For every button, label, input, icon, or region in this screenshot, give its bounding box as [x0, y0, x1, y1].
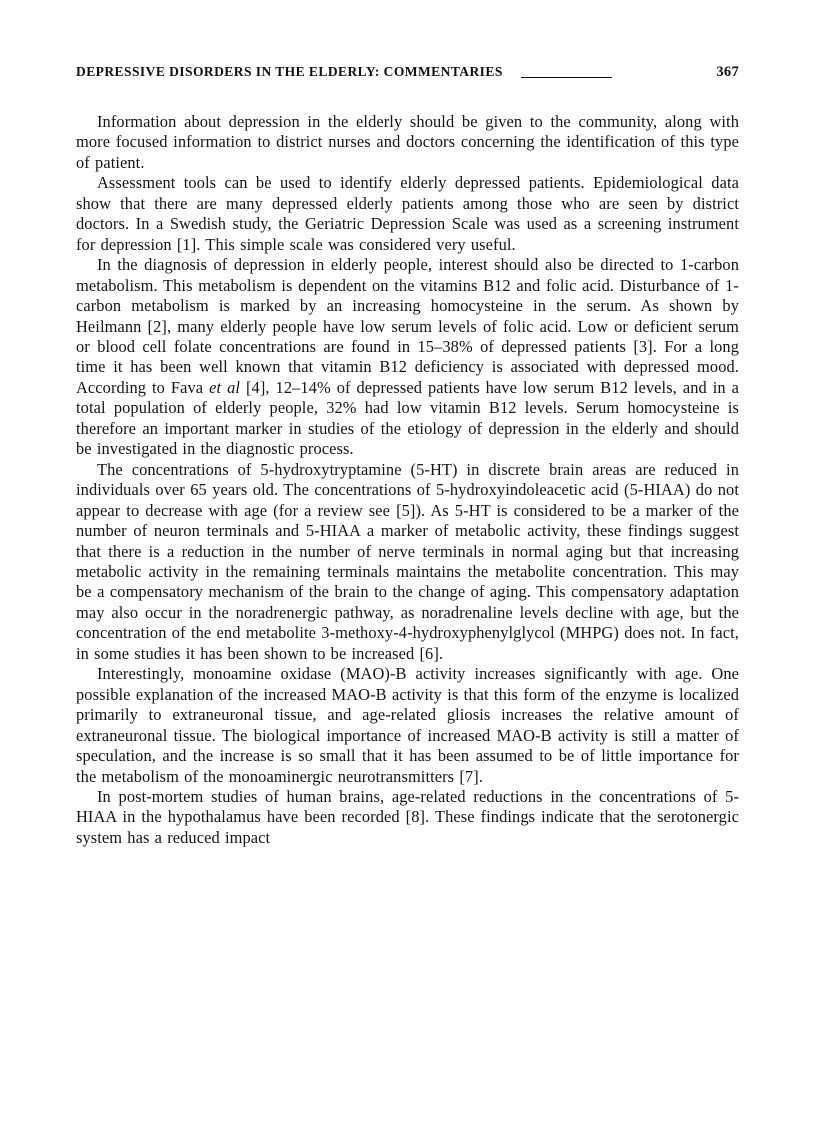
paragraph-5	[76, 664, 739, 787]
header-rule	[521, 77, 612, 78]
running-head-title: DEPRESSIVE DISORDERS IN THE ELDERLY: COMMENTARIES	[76, 64, 503, 79]
paragraph-1	[76, 112, 739, 173]
paragraph-4-text: The concentrations of 5-hydroxytryptamine (5-HT) in discrete brain areas are reduced in individuals over 65 years old. The concentrations of 5-hydroxyindoleacetic acid (5-HIAA) do not appear to decrease with age (for a review see [5]). As 5-HT is considered to be a marker of the number of neuron terminals and 5-HIAA a marker of metabolic activity, these findings suggest that there is a reduction in the number of nerve terminals in normal aging but that increasing metabolic activity in the remaining terminals maintains the metabolite concentration. This may be a compensatory mechanism of the brain to the change of aging. This compensatory adaptation may also occur in the noradrenergic pathway, as noradrenaline levels decline with age, but the concentration of the end metabolite 3-methoxy-4-hydroxyphenylglycol (MHPG) does not. In fact, in some studies it has been shown to be increased [6].	[76, 459, 739, 663]
page-header	[76, 64, 739, 81]
paragraph-2	[76, 173, 739, 255]
paragraph-2-text: Assessment tools can be used to identify elderly depressed patients. Epidemiological data show that there are many depressed elderly patients among those who are seen by district doctors. In a Swedish study, the Geriatric Depression Scale was used as a screening instrument for depression [1]. This simple scale was considered very useful.	[76, 173, 739, 254]
paragraph-1-text: Information about depression in the elderly should be given to the community, along with more focused information to district nurses and doctors concerning the identification of this type of patient.	[76, 112, 739, 172]
paragraph-6	[76, 787, 739, 848]
paragraph-5-text: Interestingly, monoamine oxidase (MAO)-B activity increases significantly with age. One possible explanation of the increased MAO-B activity is that this form of the enzyme is localized primarily to extraneuronal tissue, and age-related gliosis increases the relative amount of extraneuronal tissue. The biological importance of increased MAO-B activity is still a matter of speculation, and the increase is so small that it has been assumed to be of little importance for the metabolism of the monoaminergic neurotransmitters [7].	[76, 664, 739, 786]
article-body	[76, 112, 739, 848]
paragraph-3	[76, 255, 739, 460]
paragraph-3-et-al-italic: et al	[209, 377, 241, 397]
paragraph-3-text-pre: In the diagnosis of depression in elderly people, interest should also be directed to 1-carbon metabolism. This metabolism is dependent on the vitamins B12 and folic acid. Disturbance of 1-carbon metabolism is marked by an increasing homocysteine in the serum. As shown by Heilmann [2], many elderly people have low serum levels of folic acid. Low or deficient serum or blood cell folate concentrations are found in 15–38% of depressed patients [3]. For a long time it has been well known that vitamin B12 deficiency is associated with depressed mood. According to Fava	[76, 255, 739, 397]
page-number: 367	[716, 64, 739, 80]
paragraph-6-text: In post-mortem studies of human brains, age-related reductions in the concentrations of 5-HIAA in the hypothalamus have been recorded [8]. These findings indicate that the serotonergic system has a reduced impact	[76, 786, 739, 847]
paragraph-4	[76, 460, 739, 665]
paragraph-3-text-post: [4], 12–14% of depressed patients have low serum B12 levels, and in a total population of elderly people, 32% had low vitamin B12 levels. Serum homocysteine is therefore an important marker in studies of the etiology of depression in the elderly and should be investigated in the diagnostic process.	[76, 377, 739, 459]
